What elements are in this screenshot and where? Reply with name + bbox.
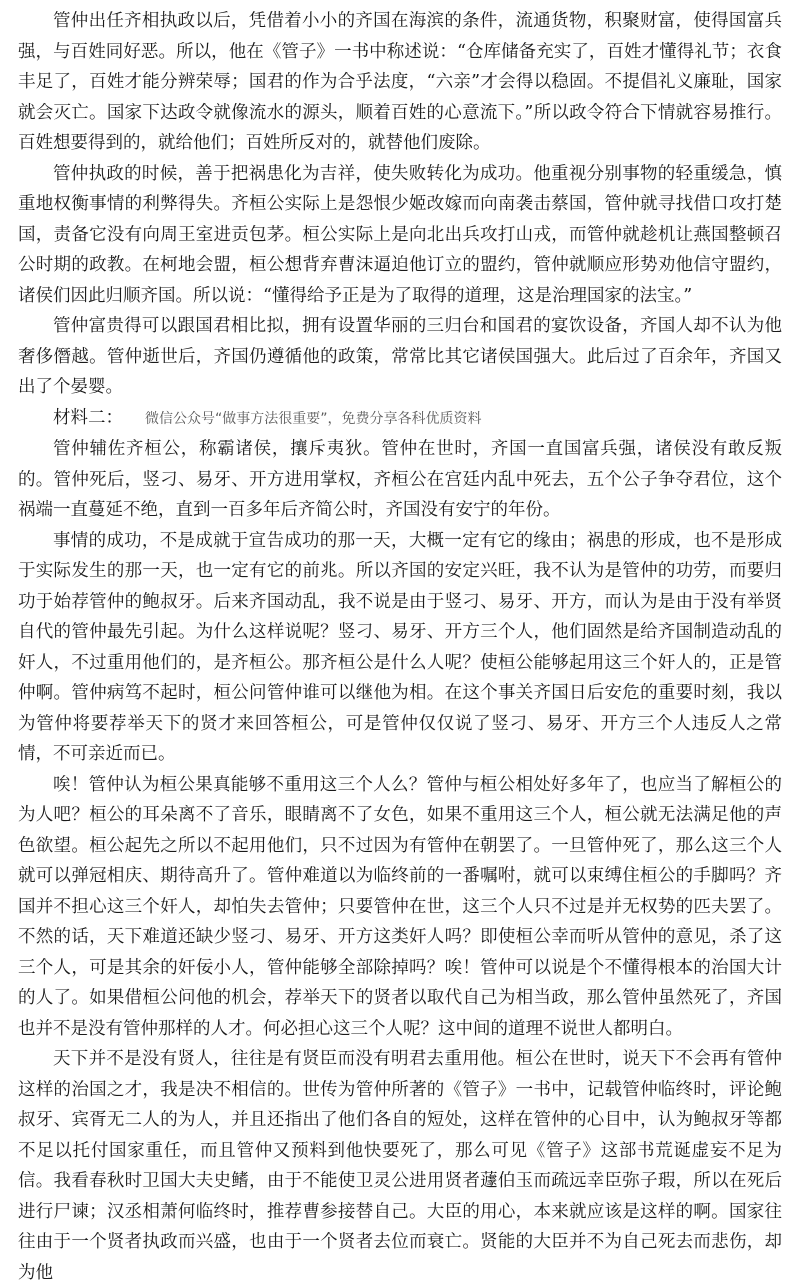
paragraph-6: 唉！管仲认为桓公果真能够不重用这三个人么？管仲与桓公相处好多年了，也应当了解桓公的为人吧？桓公的耳朵离不了音乐，眼睛离不了女色，如果不重用这三个人，桓公就无法满足他的声色欲望。桓公起先之所以不起用他们，只不过因为有管仲在朝罢了。一旦管仲死了，那么这三个人就可以弹冠相庆、期待高升了。管仲难道以为临终前的一番嘱咐，就可以束缚住桓公的手脚吗？齐国并不担心这三个奸人，却怕失去管仲；只要管仲在世，这三个人只不过是并无权势的匹夫罢了。不然的话，天下难道还缺少竖刁、易牙、开方这类奸人吗？即使桓公幸而听从管仲的意见，杀了这三个人，可是其余的奸佞小人，管仲能够全部除掉吗？唉！管仲可以说是个不懂得根本的治国大计的人了。如果借桓公问他的机会，荐举天下的贤者以取代自己为相当政，那么管仲虽然死了，齐国也并不是没有管仲那样的人才。何必担心这三个人呢？这中间的道理不说世人都明白。 [18,774,782,1039]
paragraph-4: 管仲辅佐齐桓公，称霸诸侯，攘斥夷狄。管仲在世时，齐国一直国富兵强，诸侯没有敢反叛的。管仲死后，竖刁、易牙、开方进用掌权，齐桓公在宫廷内乱中死去，五个公子争夺君位，这个祸端一直蔓延不绝，直到一百多年后齐简公时，齐国没有安宁的年份。 [18,439,782,520]
paragraph-1: 管仲出任齐相执政以后，凭借着小小的齐国在海滨的条件，流通货物，积聚财富，使得国富兵强，与百姓同好恶。所以，他在《管子》一书中称述说：“仓库储备充实了，百姓才懂得礼节；衣食丰足了，百姓才能分辨荣辱；国君的作为合乎法度，“六亲”才会得以稳固。不提倡礼义廉耻，国家就会灭亡。国家下达政令就像流水的源头，顺着百姓的心意流下。”所以政令符合下情就容易推行。百姓想要得到的，就给他们；百姓所反对的，就替他们废除。 [18,11,782,153]
paragraph-2: 管仲执政的时候，善于把祸患化为吉祥，使失败转化为成功。他重视分别事物的轻重缓急，慎重地权衡事情的利弊得失。齐桓公实际上是怨恨少姬改嫁而向南袭击蔡国，管仲就寻找借口攻打楚国，责备它没有向周王室进贡包茅。桓公实际上是向北出兵攻打山戎，而管仲就趁机让燕国整顿召公时期的政教。在柯地会盟，桓公想背弃曹沫逼迫他订立的盟约，管仲就顺应形势劝他信守盟约，诸侯们因此归顺齐国。所以说：“懂得给予正是为了取得的道理，这是治理国家的法宝。” [18,163,782,306]
paragraph-5: 事情的成功，不是成就于宣告成功的那一天，大概一定有它的缘由；祸患的形成，也不是形成于实际发生的那一天，也一定有它的前兆。所以齐国的安定兴旺，我不认为是管仲的功劳，而要归功于始荐管仲的鲍叔牙。后来齐国动乱，我不说是由于竖刁、易牙、开方，而认为是由于没有举贤自代的管仲最先引起。为什么这样说呢？竖刁、易牙、开方三个人，他们固然是给齐国制造动乱的奸人，不过重用他们的，是齐桓公。那齐桓公是什么人呢？使桓公能够起用这三个奸人的，正是管仲啊。管仲病笃不起时，桓公问管仲谁可以继他为相。在这个事关齐国日后安危的重要时刻，我以为管仲将要荐举天下的贤才来回答桓公，可是管仲仅仅说了竖刁、易牙、开方三个人违反人之常情，不可亲近而已。 [18,530,782,764]
paragraph-3: 管仲富贵得可以跟国君相比拟，拥有设置华丽的三归台和国君的宴饮设备，齐国人却不认为他奢侈僭越。管仲逝世后，齐国仍遵循他的政策，常常比其它诸侯国强大。此后过了百余年，齐国又出了个晏婴。 [18,316,782,397]
material-heading [18,403,782,435]
paragraph-7: 天下并不是没有贤人，往往是有贤臣而没有明君去重用他。桓公在世时，说天下不会再有管仲这样的治国之才，我是决不相信的。世传为管仲所著的《管子》一书中，记载管仲临终时，评论鲍叔牙、宾胥无二人的为人，并且还指出了他们各自的短处，这样在管仲的心目中，认为鲍叔牙等都不足以托付国家重任，而且管仲又预料到他快要死了，那么可见《管子》这部书荒诞虚妄不足为信。我看春秋时卫国大夫史鳍，由于不能使卫灵公进用贤者蘧伯玉而疏远幸臣弥子瑕，所以在死后进行尸谏；汉丞相萧何临终时，推荐曹参接替自己。大臣的用心，本来就应该是这样的啊。国家往往由于一个贤者执政而兴盛，也由于一个贤者去位而衰亡。贤能的大臣并不为自己死去而悲伤，却为他 [18,1049,782,1283]
material-label: 材料二： [53,407,123,428]
watermark-note: 微信公众号“做事方法很重要”，免费分享各科优质资料 [145,410,482,427]
